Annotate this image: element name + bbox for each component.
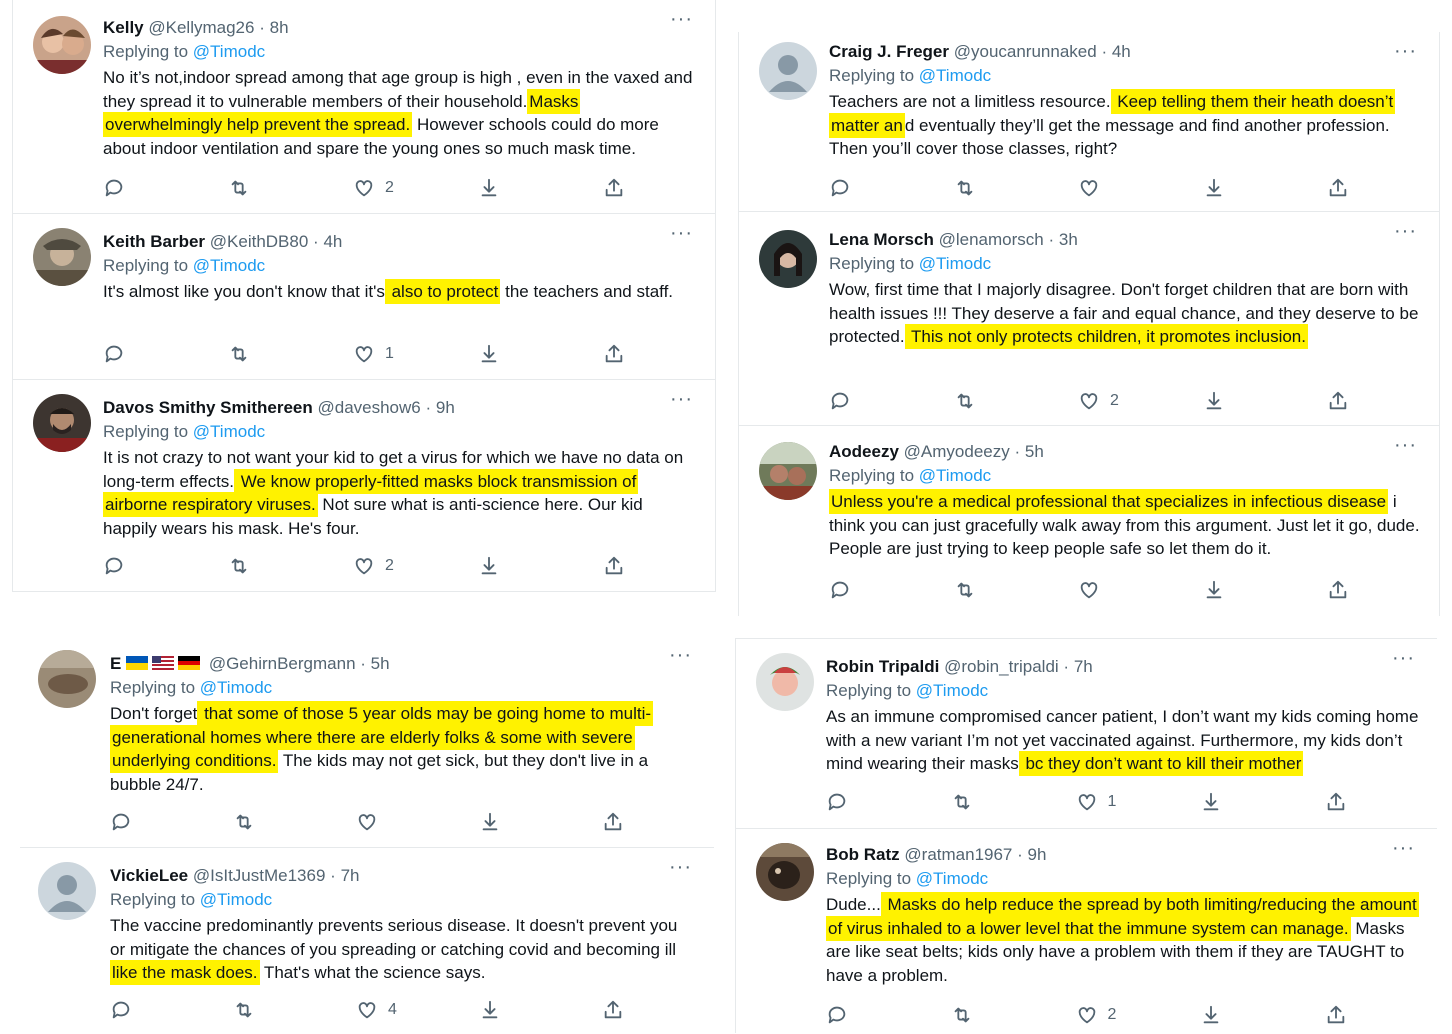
tweet-header [103,396,697,420]
replying-to-label: Replying to [829,66,915,85]
avatar[interactable] [756,653,814,711]
like-count: 4 [388,1001,397,1018]
like-button[interactable] [356,811,416,833]
share-icon [602,811,624,833]
retweet-button[interactable] [951,1004,1011,1026]
download-icon [478,555,500,577]
tweet-text-pre: The vaccine predominantly prevents serious disease. It doesn't prevent you or mitigate the chances of you spreading or catching covid and becoming ill [110,916,678,959]
replying-to [103,420,697,444]
like-button[interactable] [1078,390,1138,412]
share-button[interactable] [1325,791,1347,813]
separator: · [1017,845,1023,864]
replying-to [110,888,696,912]
author-handle[interactable]: @Amyodeezy [903,442,1010,461]
tweet-body [829,40,1421,161]
bookmark-button[interactable] [1203,390,1263,412]
heart-icon [1078,390,1100,412]
tweet-actions [110,995,624,1025]
replying-to-label: Replying to [103,42,189,61]
retweet-icon [954,177,976,199]
reply-button[interactable] [110,811,170,833]
tweet-header [829,40,1421,64]
tweet-text-pre: As an immune compromised cancer patient, I don’t want my kids coming home with a new variant I’m not yet vaccinated against. Furthermore, my kids don’t mind wearing their masks [826,707,1419,773]
avatar[interactable] [759,442,817,500]
tweet-actions [103,173,625,203]
tweet-text-post: the teachers and staff. [500,282,674,301]
replying-to [829,64,1421,88]
replying-to-link[interactable]: @Timodc [199,890,273,909]
replying-to [826,867,1419,891]
replying-to-link[interactable]: @Timodc [192,42,266,61]
tweet-text [110,702,696,796]
avatar[interactable] [33,228,91,286]
tweet-text-pre: Teachers are not a limitless resource. [829,92,1111,111]
timestamp[interactable]: 9h [435,398,455,417]
like-button[interactable] [353,177,413,199]
panel-bottom-right [735,638,1437,1033]
bookmark-button[interactable] [478,555,538,577]
usa-flag-icon [152,656,174,670]
retweet-button[interactable] [228,177,288,199]
share-icon [603,555,625,577]
share-icon [1327,390,1349,412]
retweet-button[interactable] [954,579,1014,601]
tweet[interactable] [739,426,1439,616]
like-count: 2 [385,557,394,574]
reply-button[interactable] [103,177,163,199]
separator: · [1063,657,1070,676]
replying-to [110,676,696,700]
like-button[interactable] [353,555,413,577]
separator: · [425,398,432,417]
timestamp[interactable]: 8h [269,18,289,37]
author-name[interactable]: Lena Morsch [829,230,934,249]
tweet[interactable] [13,380,715,592]
tweet-text-post: Not sure what is anti-science here. Our kid happily wears his mask. He's four. [103,495,643,538]
download-icon [478,177,500,199]
reply-icon [103,555,125,577]
author-name[interactable]: Keith Barber [103,232,206,251]
tweet[interactable] [13,214,715,380]
tweet-header [103,230,697,254]
like-count: 1 [385,345,394,362]
share-icon [1325,1004,1347,1026]
more-options-icon[interactable]: ··· [1394,434,1417,456]
heart-icon [1076,791,1098,813]
bookmark-button[interactable] [1203,177,1263,199]
tweet[interactable] [20,848,714,1033]
author-handle[interactable]: @KeithDB80 [209,232,309,251]
tweet-text-pre: Don't forget [110,704,198,723]
download-icon [1203,177,1225,199]
retweet-icon [233,999,255,1021]
author-name[interactable]: Aodeezy [829,442,899,461]
author-name[interactable]: Craig J. Freger [829,42,949,61]
separator: · [259,18,265,37]
tweet-header [110,864,696,888]
tweet-text-highlight: Keep telling them their heath doesn’t matter an [829,89,1395,138]
tweet-text-pre: Dude... [826,895,881,914]
tweet-text [103,66,697,160]
avatar[interactable] [759,42,817,100]
tweet-actions [829,386,1349,416]
avatar[interactable] [38,650,96,708]
replying-to-label: Replying to [103,422,189,441]
tweet[interactable] [736,829,1437,1034]
author-handle[interactable]: @ratman1967 [904,845,1013,864]
heart-icon [1078,579,1100,601]
download-icon [479,999,501,1021]
replying-to [103,254,697,278]
reply-icon [826,1004,848,1026]
reply-icon [110,999,132,1021]
like-count: 2 [1107,1006,1117,1023]
ukraine-flag-icon [126,656,148,670]
bookmark-button[interactable] [1200,1004,1260,1026]
bookmark-button[interactable] [1203,579,1263,601]
tweet-text-post: That's what the science says. [259,963,486,982]
share-button[interactable] [1325,1004,1347,1026]
reply-button[interactable] [829,177,889,199]
share-button[interactable] [603,555,625,577]
tweet[interactable] [20,636,714,848]
more-options-icon[interactable]: ··· [1392,647,1415,669]
timestamp[interactable]: 7h [1073,657,1093,676]
tweet-header [110,652,696,676]
retweet-button[interactable] [233,999,293,1021]
author-handle[interactable]: @Kellymag26 [148,18,255,37]
share-icon [602,999,624,1021]
share-button[interactable] [602,811,624,833]
panel-top-left [12,0,716,592]
author-name[interactable]: VickieLee [110,866,189,885]
tweet-text-highlight: that some of those 5 year olds may be going home to multi-generational homes where there are elderly folks & some with severe underlying conditions. [110,701,653,773]
tweet-text [826,705,1419,776]
like-button[interactable] [356,999,416,1021]
tweet-text-pre: Wow, first time that I majorly disagree. Don't forget children that are born with health issues !!! They deserve a fair and equal chance, and they deserve to be protected. [829,280,1419,346]
replying-to-label: Replying to [110,890,196,909]
reply-icon [110,811,132,833]
share-button[interactable] [1327,177,1349,199]
replying-to [826,679,1419,703]
timestamp[interactable]: 3h [1058,230,1078,249]
tweet-text-highlight: This not only protects children, it promotes inclusion. [905,324,1308,349]
replying-to-link[interactable]: @Timodc [192,422,266,441]
download-icon [1200,791,1222,813]
author-handle[interactable]: @GehirnBergmann [208,654,356,673]
tweet-text [103,446,697,540]
author-name[interactable]: Davos Smithy Smithereen [103,398,313,417]
tweet-text-post: i think you can just gracefully walk away from this argument. Just let it go, dude. People are just trying to keep people safe so let them do it. [829,492,1420,558]
more-options-icon[interactable]: ··· [1394,40,1417,62]
tweet-text-highlight: Masks do help reduce the spread by both limiting/reducing the amount of virus inhaled to a lower level that the immune system can manage. [826,892,1419,941]
heart-icon [353,555,375,577]
separator: · [330,866,336,885]
reply-button[interactable] [829,390,889,412]
reply-button[interactable] [829,579,889,601]
share-icon [603,343,625,365]
retweet-button[interactable] [954,390,1014,412]
more-options-icon[interactable]: ··· [669,856,692,878]
replying-to-label: Replying to [829,254,915,273]
author-name[interactable]: Bob Ratz [826,845,900,864]
download-icon [479,811,501,833]
tweet-text-post: Masks are like seat belts; kids only have a problem with them if they are TAUGHT to have a problem. [826,918,1405,985]
separator: · [1014,442,1021,461]
heart-icon [1076,1004,1098,1026]
tweet-body [103,16,697,160]
replying-to-label: Replying to [110,678,196,697]
timestamp[interactable]: 5h [1024,442,1044,461]
more-options-icon[interactable]: ··· [1394,220,1417,242]
heart-icon [353,343,375,365]
tweet-text-highlight: bc they don’t want to kill their mother [1019,751,1304,776]
replying-to-label: Replying to [826,681,912,700]
author-handle[interactable]: @robin_tripaldi [944,657,1059,676]
heart-icon [1078,177,1100,199]
tweet-header [103,16,697,40]
tweet-body [826,655,1419,776]
tweet-body [110,864,696,985]
tweet-actions [826,1000,1347,1030]
retweet-button[interactable] [233,811,293,833]
timestamp[interactable]: 4h [323,232,343,251]
tweet-body [826,843,1419,987]
avatar[interactable] [33,16,91,74]
avatar[interactable] [38,862,96,920]
tweet-actions [829,173,1349,203]
download-icon [478,343,500,365]
tweet-body [829,440,1421,561]
retweet-icon [951,1004,973,1026]
reply-button[interactable] [103,555,163,577]
tweet-text [110,914,696,985]
reply-icon [829,579,851,601]
retweet-icon [954,579,976,601]
retweet-icon [228,555,250,577]
share-icon [1325,791,1347,813]
retweet-icon [228,177,250,199]
replying-to-link[interactable]: @Timodc [915,681,989,700]
tweet-text-highlight: Masks overwhelmingly help prevent the spread. [103,89,580,138]
tweet-actions [826,787,1347,817]
reply-icon [829,390,851,412]
like-button[interactable] [1076,791,1136,813]
download-icon [1203,390,1225,412]
tweet-text-post: However schools could do more about indoor ventilation and spare the young ones so much mask time. [103,115,659,158]
tweet-header [826,655,1419,679]
bookmark-button[interactable] [478,177,538,199]
more-options-icon[interactable]: ··· [1392,837,1415,859]
bookmark-button[interactable] [479,999,539,1021]
share-icon [1327,579,1349,601]
like-button[interactable] [1078,177,1138,199]
replying-to-label: Replying to [829,466,915,485]
tweet-text-highlight: We know properly-fitted masks block transmission of airborne respiratory viruses. [103,469,638,518]
separator: · [1048,230,1055,249]
timestamp[interactable]: 9h [1027,845,1047,864]
timestamp[interactable]: 5h [370,654,390,673]
retweet-button[interactable] [951,791,1011,813]
avatar[interactable] [756,843,814,901]
tweet-body [103,396,697,540]
avatar[interactable] [33,394,91,452]
share-button[interactable] [1327,579,1349,601]
replying-to-link[interactable]: @Timodc [192,256,266,275]
heart-icon [356,811,378,833]
retweet-button[interactable] [954,177,1014,199]
more-options-icon[interactable]: ··· [670,388,693,410]
like-count: 2 [1110,392,1119,409]
author-name[interactable]: Kelly [103,18,144,37]
tweet-text [826,893,1419,987]
author-name[interactable]: E [110,654,122,673]
tweet-text-post: d eventually they’ll get the message and find another profession. Then you’ll cover those classes, right? [829,115,1390,158]
replying-to-label: Replying to [103,256,189,275]
like-count: 1 [1107,793,1117,810]
like-button[interactable] [1078,579,1138,601]
bookmark-button[interactable] [478,343,538,365]
replying-to-link[interactable]: @Timodc [915,869,989,888]
panel-top-right [738,32,1440,616]
tweet-text-pre: It is not crazy to not want your kid to get a virus for which we have no data on long-term effects. [103,448,684,491]
tweet-text [829,490,1421,561]
share-button[interactable] [603,177,625,199]
tweet-text-highlight: like the mask does. [110,960,260,985]
tweet-body [103,230,697,304]
share-button[interactable] [603,343,625,365]
reply-button[interactable] [110,999,170,1021]
tweet-body [110,652,696,796]
tweet-actions [110,807,624,837]
share-icon [603,177,625,199]
tweet-header [829,228,1421,252]
tweet-text-pre: No it’s not,indoor spread among that age group is high , even in the vaxed and they spread it to vulnerable members of their household. [103,68,693,111]
tweet-body [829,228,1421,349]
tweet-text-post: The kids may not get sick, but they don't live in a bubble 24/7. [110,751,649,794]
panel-bottom-left [20,636,714,1033]
germany-flag-icon [178,656,200,670]
like-count: 2 [385,179,394,196]
retweet-icon [233,811,255,833]
tweet-text-highlight: Unless you're a medical professional that specializes in infectious disease [829,489,1388,514]
replying-to [829,252,1421,276]
replying-to [103,40,697,64]
tweet-text-highlight: also to protect [385,279,501,304]
replying-to-link[interactable]: @Timodc [199,678,273,697]
bookmark-button[interactable] [1200,791,1260,813]
like-button[interactable] [353,343,413,365]
download-icon [1203,579,1225,601]
share-button[interactable] [1327,390,1349,412]
replying-to-link[interactable]: @Timodc [918,254,992,273]
reply-icon [103,343,125,365]
tweet-text [103,280,697,304]
separator: · [1101,42,1108,61]
timestamp[interactable]: 4h [1111,42,1131,61]
heart-icon [356,999,378,1021]
author-handle[interactable]: @lenamorsch [938,230,1044,249]
author-name[interactable]: Robin Tripaldi [826,657,940,676]
reply-button[interactable] [103,343,163,365]
more-options-icon[interactable]: ··· [669,644,692,666]
reply-icon [829,177,851,199]
replying-to-link[interactable]: @Timodc [918,466,992,485]
retweet-icon [951,791,973,813]
timestamp[interactable]: 7h [340,866,360,885]
replying-to-link[interactable]: @Timodc [918,66,992,85]
reply-icon [826,791,848,813]
separator: · [313,232,319,251]
retweet-icon [954,390,976,412]
tweet-header [829,440,1421,464]
avatar[interactable] [759,230,817,288]
retweet-button[interactable] [228,343,288,365]
reply-icon [103,177,125,199]
bookmark-button[interactable] [479,811,539,833]
tweet-actions [103,339,625,369]
author-handle[interactable]: @IsItJustMe1369 [192,866,326,885]
author-handle[interactable]: @youcanrunnaked [953,42,1097,61]
tweet-actions [829,575,1349,605]
reply-button[interactable] [826,791,886,813]
more-options-icon[interactable]: ··· [670,8,693,30]
separator: · [360,654,366,673]
tweet[interactable] [13,0,715,214]
tweet[interactable] [739,212,1439,426]
tweet[interactable] [739,32,1439,212]
replying-to [829,464,1421,488]
tweet-text [829,278,1421,349]
author-handle[interactable]: @daveshow6 [317,398,421,417]
download-icon [1200,1004,1222,1026]
reply-button[interactable] [826,1004,886,1026]
more-options-icon[interactable]: ··· [670,222,693,244]
share-icon [1327,177,1349,199]
share-button[interactable] [602,999,624,1021]
tweet-text [829,90,1421,161]
tweet-text-pre: It's almost like you don't know that it's [103,282,385,301]
tweet-header [826,843,1419,867]
heart-icon [353,177,375,199]
like-button[interactable] [1076,1004,1136,1026]
tweet[interactable] [736,639,1437,829]
retweet-icon [228,343,250,365]
tweet-actions [103,551,625,581]
retweet-button[interactable] [228,555,288,577]
replying-to-label: Replying to [826,869,912,888]
